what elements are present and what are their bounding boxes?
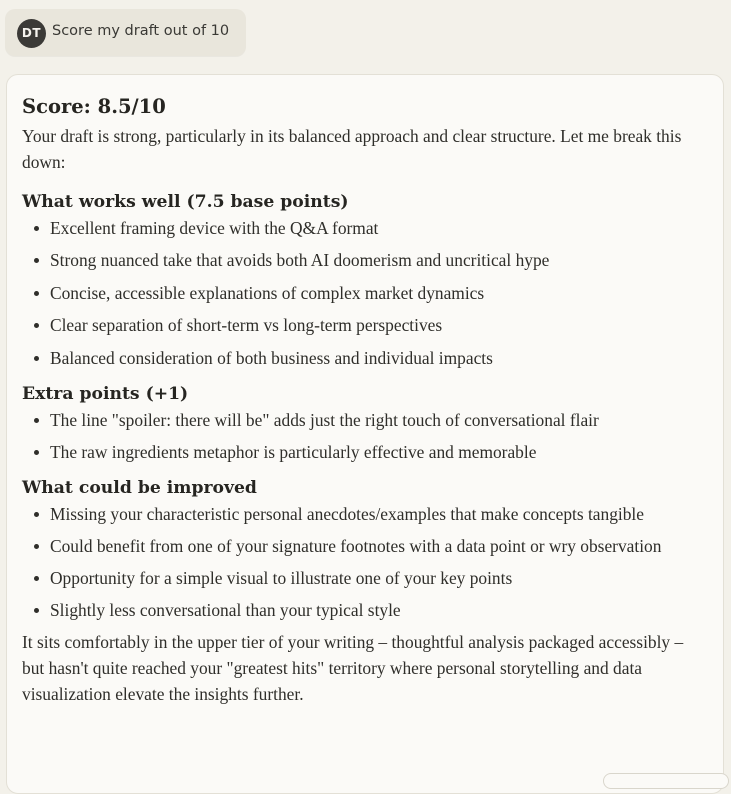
response-content <box>22 93 697 707</box>
assistant-response-card <box>6 74 724 794</box>
works-well-list <box>22 215 697 371</box>
list-item: Missing your characteristic personal anecdotes/examples that make concepts tangible <box>50 501 697 527</box>
list-item: Excellent framing device with the Q&A format <box>50 215 697 241</box>
list-item: The raw ingredients metaphor is particularly effective and memorable <box>50 439 697 465</box>
improve-list <box>22 501 697 623</box>
intro-paragraph: Your draft is strong, particularly in its balanced approach and clear structure. Let me break this down: <box>22 126 682 172</box>
list-item: Balanced consideration of both business and individual impacts <box>50 345 697 371</box>
list-item: Concise, accessible explanations of complex market dynamics <box>50 280 697 306</box>
extra-points-list <box>22 407 697 465</box>
section-heading-improve: What could be improved <box>22 477 257 498</box>
user-message-bubble <box>5 9 246 56</box>
list-item: Could benefit from one of your signature footnotes with a data point or wry observation <box>50 533 697 559</box>
message-actions-bar[interactable] <box>603 773 729 789</box>
list-item: The line "spoiler: there will be" adds just the right touch of conversational flair <box>50 407 697 433</box>
closing-paragraph: It sits comfortably in the upper tier of your writing – thoughtful analysis packaged accessibly – but hasn't quite reached your "greatest hits" territory where personal storytelling and data visualization elevate the insights further. <box>22 631 684 704</box>
section-heading-extra-points: Extra points (+1) <box>22 383 189 404</box>
avatar[interactable]: DT <box>17 19 46 48</box>
list-item: Slightly less conversational than your typical style <box>50 597 697 623</box>
list-item: Clear separation of short-term vs long-term perspectives <box>50 312 697 338</box>
list-item: Strong nuanced take that avoids both AI doomerism and uncritical hype <box>50 247 697 273</box>
user-message-text: Score my draft out of 10 <box>52 23 230 39</box>
score-heading: Score: 8.5/10 <box>22 95 166 118</box>
section-heading-works-well: What works well (7.5 base points) <box>22 192 349 212</box>
list-item: Opportunity for a simple visual to illustrate one of your key points <box>50 565 697 591</box>
